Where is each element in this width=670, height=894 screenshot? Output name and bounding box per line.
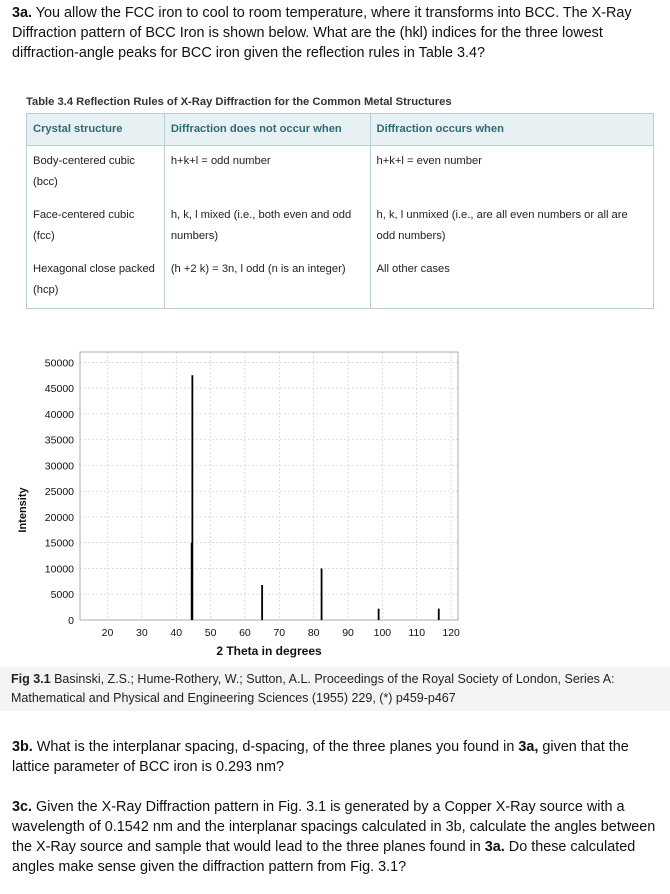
cell-not-occur: h+k+l = odd number — [164, 146, 370, 201]
cell-occur: All other cases — [370, 254, 654, 309]
y-tick-label: 35000 — [44, 434, 74, 447]
y-tick-label: 0 — [68, 615, 74, 627]
caption-label: Fig 3.1 — [11, 672, 51, 686]
table-row — [27, 200, 654, 254]
cell-structure: Hexagonal close packed (hcp) — [27, 254, 165, 309]
cell-structure: Body-centered cubic (bcc) — [27, 146, 165, 201]
caption-text: Basinski, Z.S.; Hume-Rothery, W.; Sutton, A.L. Proceedings of the Royal Society of London, Series A: Mathematical and Physical and Engineering Sciences (1955) 229, (*) p459-p467 — [11, 672, 615, 705]
x-tick-label: 100 — [373, 627, 392, 639]
question-3c — [12, 797, 658, 877]
header-crystal-structure: Crystal structure — [27, 114, 165, 146]
question-3c-text-after: Do these calculated angles make sense given the diffraction pattern from Fig. 3.1? — [12, 839, 636, 875]
question-3b-ref: 3a, — [518, 739, 539, 755]
cell-structure: Face-centered cubic (fcc) — [27, 200, 165, 254]
x-tick-label: 120 — [442, 627, 460, 639]
question-3c-ref: 3a. — [484, 839, 505, 855]
plot-frame — [80, 352, 458, 620]
y-tick-label: 25000 — [44, 486, 74, 499]
cell-not-occur: (h +2 k) = 3n, l odd (n is an integer) — [164, 254, 370, 309]
cell-occur: h, k, l unmixed (i.e., are all even numbers or all are odd numbers) — [370, 200, 654, 254]
chart-peaks — [192, 375, 439, 620]
question-3c-text-before: Given the X-Ray Diffraction pattern in Fig. 3.1 is generated by a Copper X-Ray source with a wavelength of 0.1542 nm and the interplanar spacings calculated in 3b, calculate the angles between the X-Ray source and sample that would lead to the three planes found in — [12, 799, 656, 855]
question-3a — [12, 3, 658, 63]
chart-grid — [80, 352, 458, 620]
y-tick-label: 20000 — [44, 511, 74, 524]
y-tick-label: 15000 — [44, 537, 74, 550]
x-tick-labels — [102, 627, 460, 639]
question-3b — [12, 737, 658, 777]
reflection-rules-table — [26, 113, 654, 309]
x-tick-label: 30 — [136, 627, 148, 639]
x-tick-label: 70 — [273, 627, 286, 639]
question-3b-text-after: given that the lattice parameter of BCC iron is 0.293 nm? — [12, 739, 629, 775]
question-3b-label: 3b. — [12, 739, 33, 755]
xrd-chart — [0, 340, 670, 665]
y-tick-label: 45000 — [44, 383, 74, 396]
x-tick-label: 110 — [408, 627, 426, 639]
x-tick-label: 20 — [101, 627, 114, 639]
y-tick-label: 30000 — [44, 460, 74, 473]
table-header-row — [27, 114, 654, 146]
y-tick-label: 40000 — [44, 408, 74, 421]
header-diffraction-occurs: Diffraction occurs when — [370, 114, 654, 146]
x-tick-label: 80 — [307, 627, 320, 639]
table-row — [27, 254, 654, 309]
y-tick-labels — [45, 357, 74, 627]
x-tick-label: 40 — [170, 627, 183, 639]
question-3b-text-before: What is the interplanar spacing, d-spacing, of the three planes you found in — [32, 739, 519, 755]
question-3a-text: You allow the FCC iron to cool to room temperature, where it transforms into BCC. The X-Ray Diffraction pattern of BCC Iron is shown below. What are the (hkl) indices for the three lowest diffraction-angle peaks for BCC iron given the reflection rules in Table 3.4? — [12, 5, 632, 61]
x-tick-label: 90 — [342, 627, 354, 639]
chart-axes — [80, 352, 458, 620]
y-axis-label: Intensity — [17, 487, 29, 533]
cell-not-occur: h, k, l mixed (i.e., both even and odd numbers) — [164, 200, 370, 254]
cell-occur: h+k+l = even number — [370, 146, 654, 201]
table-title: Table 3.4 Reflection Rules of X-Ray Diffraction for the Common Metal Structures — [26, 96, 452, 108]
header-diffraction-not-occur: Diffraction does not occur when — [164, 114, 370, 146]
x-tick-label: 50 — [204, 627, 217, 639]
y-tick-label: 5000 — [50, 589, 74, 602]
figure-caption — [0, 667, 670, 711]
question-3c-label: 3c. — [12, 799, 33, 815]
y-tick-label: 50000 — [44, 357, 74, 370]
question-3a-label: 3a. — [12, 5, 33, 21]
x-tick-label: 60 — [239, 627, 251, 639]
x-axis-label: 2 Theta in degrees — [216, 644, 322, 658]
table-row — [27, 146, 654, 201]
y-tick-label: 10000 — [44, 563, 74, 576]
